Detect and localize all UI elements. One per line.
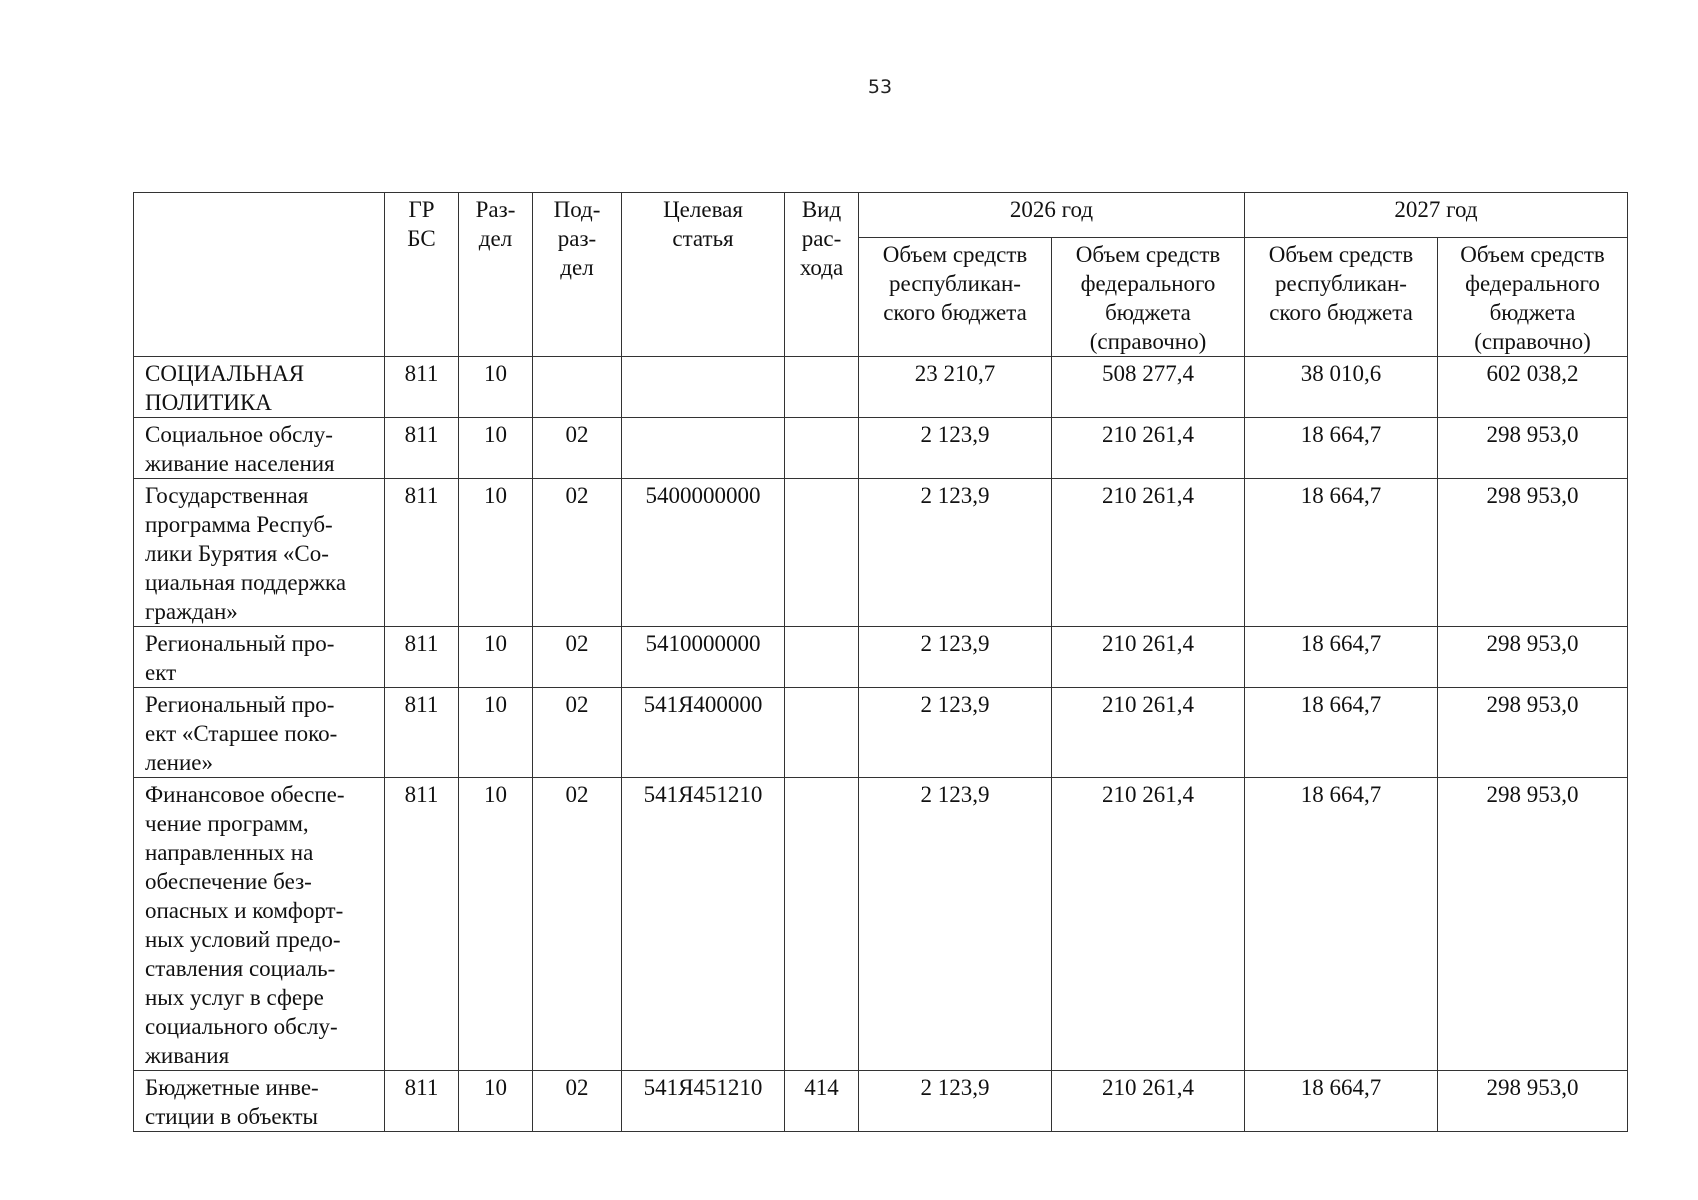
cell-rep-budget-2027: 18 664,7 [1245,688,1438,778]
cell-target-article: 541Я451210 [622,778,785,1071]
cell-fed-budget-2027: 602 038,2 [1438,357,1628,418]
header-target-article: Целевая статья [622,193,785,357]
header-year-2026: 2026 год [859,193,1245,238]
cell-fed-budget-2027: 298 953,0 [1438,778,1628,1071]
cell-expense-type [785,688,859,778]
cell-fed-budget-2026: 210 261,4 [1052,688,1245,778]
cell-razdel: 10 [459,627,533,688]
header-year-2027: 2027 год [1245,193,1628,238]
cell-razdel: 10 [459,688,533,778]
cell-rep-budget-2027: 38 010,6 [1245,357,1438,418]
cell-expense-type [785,479,859,627]
cell-grbs: 811 [385,688,459,778]
cell-target-article: 541Я400000 [622,688,785,778]
cell-podrazdel: 02 [533,688,622,778]
cell-fed-budget-2027: 298 953,0 [1438,418,1628,479]
table-body [134,357,1628,1132]
cell-target-article: 541Я451210 [622,1071,785,1132]
cell-podrazdel: 02 [533,1071,622,1132]
cell-grbs: 811 [385,1071,459,1132]
table-row [134,688,1628,778]
cell-rep-budget-2027: 18 664,7 [1245,778,1438,1071]
table-row [134,627,1628,688]
table-row [134,479,1628,627]
cell-rep-budget-2026: 2 123,9 [859,479,1052,627]
cell-grbs: 811 [385,418,459,479]
cell-grbs: 811 [385,479,459,627]
page-number: 53 [867,76,893,98]
cell-fed-budget-2026: 210 261,4 [1052,418,1245,479]
cell-razdel: 10 [459,418,533,479]
header-name [134,193,385,357]
cell-expense-type [785,418,859,479]
cell-expense-type: 414 [785,1071,859,1132]
budget-table [133,192,1628,1132]
cell-fed-budget-2027: 298 953,0 [1438,1071,1628,1132]
cell-name: Государственная программа Респуб- лики Бурятия «Со- циальная поддержка граждан» [134,479,385,627]
cell-target-article [622,418,785,479]
cell-fed-budget-2026: 210 261,4 [1052,479,1245,627]
cell-rep-budget-2027: 18 664,7 [1245,479,1438,627]
header-fed-budget-2026: Объем средств федерального бюджета (справочно) [1052,238,1245,357]
cell-razdel: 10 [459,357,533,418]
cell-fed-budget-2027: 298 953,0 [1438,627,1628,688]
cell-grbs: 811 [385,627,459,688]
cell-grbs: 811 [385,357,459,418]
header-razdel: Раз- дел [459,193,533,357]
cell-razdel: 10 [459,1071,533,1132]
cell-rep-budget-2026: 2 123,9 [859,688,1052,778]
cell-grbs: 811 [385,778,459,1071]
table-header [134,193,1628,357]
header-fed-budget-2027: Объем средств федерального бюджета (справочно) [1438,238,1628,357]
cell-fed-budget-2026: 210 261,4 [1052,627,1245,688]
table-row [134,1071,1628,1132]
table-row [134,778,1628,1071]
header-expense-type: Вид рас- хода [785,193,859,357]
cell-podrazdel: 02 [533,627,622,688]
cell-fed-budget-2026: 210 261,4 [1052,778,1245,1071]
cell-rep-budget-2026: 23 210,7 [859,357,1052,418]
header-grbs: ГР БС [385,193,459,357]
cell-podrazdel [533,357,622,418]
cell-rep-budget-2026: 2 123,9 [859,1071,1052,1132]
cell-name: Социальное обслу- живание населения [134,418,385,479]
cell-name: Региональный про- ект [134,627,385,688]
table-row [134,418,1628,479]
cell-target-article: 5410000000 [622,627,785,688]
cell-rep-budget-2026: 2 123,9 [859,418,1052,479]
cell-razdel: 10 [459,778,533,1071]
cell-fed-budget-2026: 508 277,4 [1052,357,1245,418]
table-row [134,357,1628,418]
cell-name: Финансовое обеспе- чение программ, направленных на обеспечение без- опасных и комфорт- ных условий предо- ставления социаль- ных услуг в сфере социального обслу- живания [134,778,385,1071]
cell-fed-budget-2027: 298 953,0 [1438,688,1628,778]
cell-target-article [622,357,785,418]
header-rep-budget-2027: Объем средств республикан- ского бюджета [1245,238,1438,357]
cell-podrazdel: 02 [533,418,622,479]
cell-fed-budget-2026: 210 261,4 [1052,1071,1245,1132]
cell-rep-budget-2026: 2 123,9 [859,778,1052,1071]
header-rep-budget-2026: Объем средств республикан- ского бюджета [859,238,1052,357]
cell-razdel: 10 [459,479,533,627]
header-podrazdel: Под- раз- дел [533,193,622,357]
cell-expense-type [785,778,859,1071]
cell-podrazdel: 02 [533,778,622,1071]
cell-fed-budget-2027: 298 953,0 [1438,479,1628,627]
cell-target-article: 5400000000 [622,479,785,627]
cell-rep-budget-2027: 18 664,7 [1245,418,1438,479]
cell-rep-budget-2027: 18 664,7 [1245,627,1438,688]
cell-rep-budget-2026: 2 123,9 [859,627,1052,688]
cell-podrazdel: 02 [533,479,622,627]
cell-rep-budget-2027: 18 664,7 [1245,1071,1438,1132]
cell-name: СОЦИАЛЬНАЯ ПОЛИТИКА [134,357,385,418]
cell-expense-type [785,357,859,418]
cell-name: Региональный про- ект «Старшее поко- ление» [134,688,385,778]
cell-name: Бюджетные инве- стиции в объекты [134,1071,385,1132]
cell-expense-type [785,627,859,688]
